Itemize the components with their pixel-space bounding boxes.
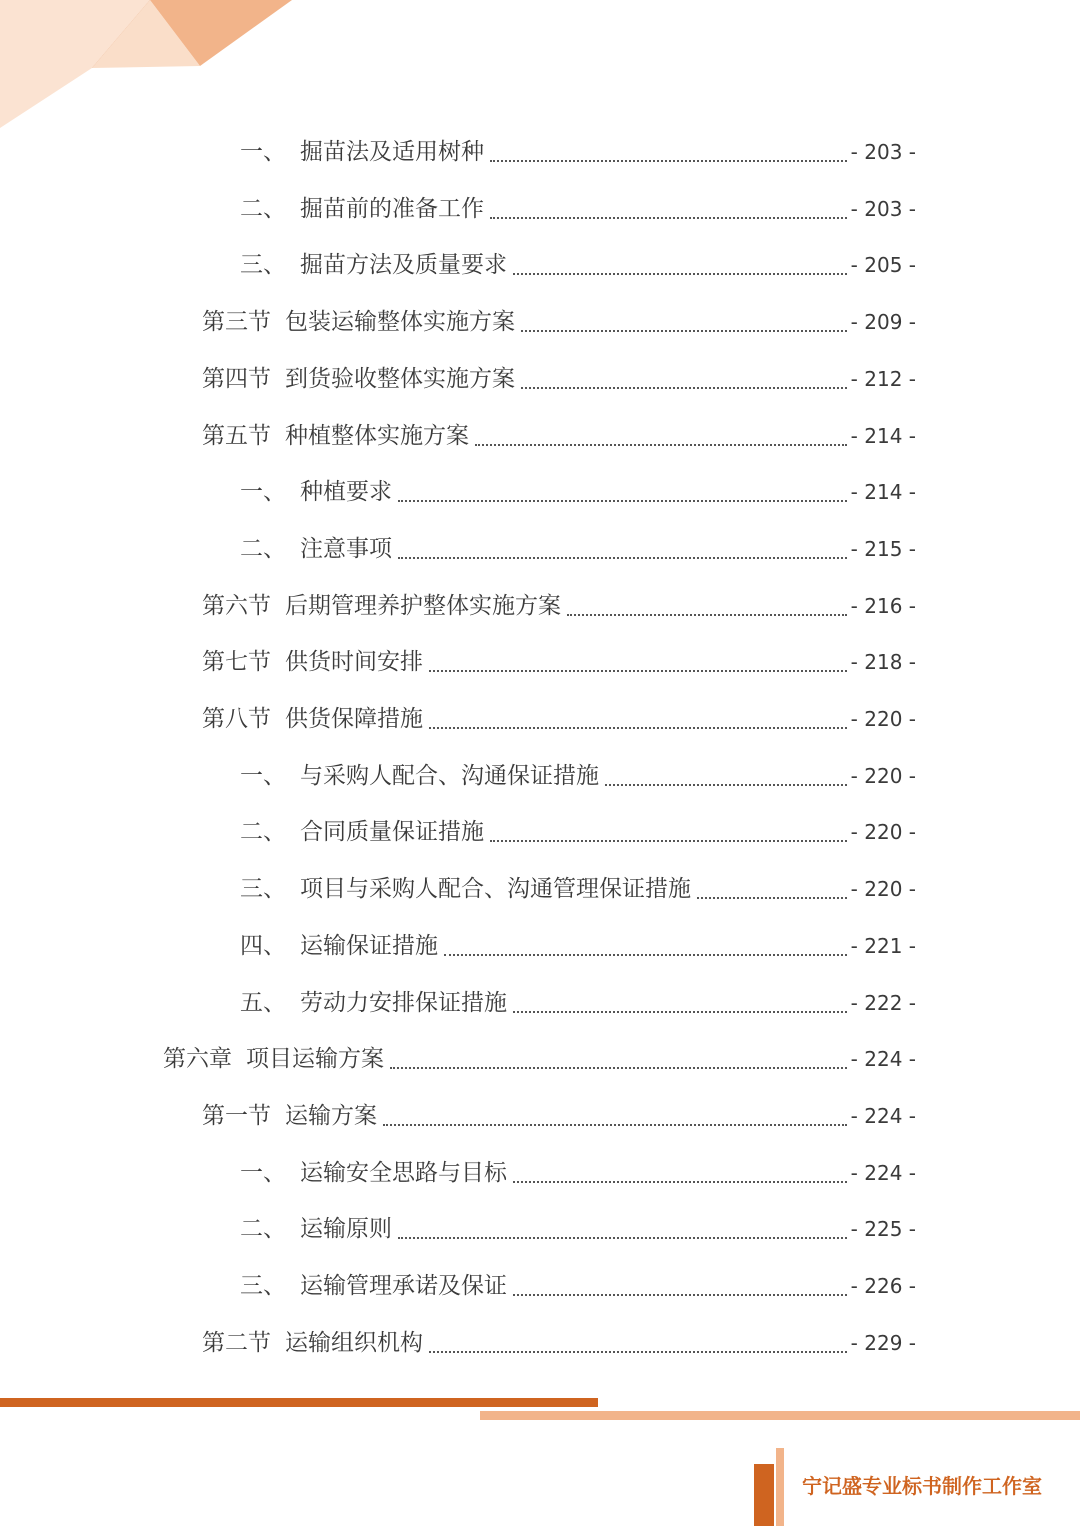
toc-entry[interactable]	[240, 1266, 916, 1306]
toc-entry-number: 第八节	[202, 706, 271, 732]
toc-entry-number: 三、	[240, 1273, 286, 1299]
toc-entry-number: 二、	[240, 819, 286, 846]
toc-dot-leader	[398, 1237, 847, 1239]
toc-entry-number: 三、	[240, 876, 286, 903]
toc-entry[interactable]	[240, 983, 916, 1023]
toc-entry-number: 三、	[240, 252, 286, 279]
toc-dot-leader	[398, 557, 847, 559]
toc-entry-page: - 221 -	[850, 933, 916, 958]
toc-entry-page: - 203 -	[850, 140, 916, 164]
toc-dot-leader	[429, 1351, 847, 1353]
toc-entry-title: 项目运输方案	[246, 1046, 384, 1073]
divider-bar-light	[480, 1411, 1080, 1420]
toc-dot-leader	[390, 1067, 847, 1069]
toc-entry-page: - 220 -	[850, 707, 916, 731]
toc-entry-page: - 222 -	[850, 990, 916, 1015]
toc-dot-leader	[475, 444, 847, 446]
toc-entry[interactable]	[240, 1209, 916, 1249]
toc-entry-page: - 203 -	[850, 196, 916, 221]
toc-entry-page: - 229 -	[850, 1330, 916, 1355]
toc-entry-title: 到货验收整体实施方案	[285, 365, 515, 392]
toc-entry[interactable]	[240, 189, 916, 229]
toc-dot-leader	[697, 897, 847, 899]
toc-dot-leader	[513, 273, 847, 275]
toc-entry-title: 项目与采购人配合、沟通管理保证措施	[300, 876, 691, 903]
toc-entry-page: - 220 -	[850, 820, 916, 845]
toc-entry[interactable]	[202, 1096, 916, 1136]
toc-entry-page: - 224 -	[850, 1160, 916, 1185]
toc-entry-title: 掘苗前的准备工作	[300, 195, 484, 222]
toc-dot-leader	[513, 1011, 847, 1013]
toc-entry-page: - 218 -	[850, 650, 916, 675]
toc-entry-page: - 205 -	[850, 253, 916, 278]
toc-entry-number: 一、	[240, 1159, 286, 1186]
toc-entry-title: 运输安全思路与目标	[300, 1159, 507, 1186]
toc-entry-title: 包装运输整体实施方案	[285, 309, 515, 336]
divider-bar-dark	[0, 1398, 598, 1407]
toc-dot-leader	[429, 727, 847, 729]
toc-entry-number: 二、	[240, 1216, 286, 1243]
toc-entry[interactable]	[240, 756, 916, 796]
toc-entry-number: 第一节	[202, 1102, 271, 1129]
toc-entry[interactable]	[202, 699, 916, 739]
toc-entry-number: 第六节	[202, 592, 271, 619]
toc-entry-number: 第三节	[202, 309, 271, 336]
toc-entry-title: 掘苗法及适用树种	[300, 139, 484, 165]
toc-dot-leader	[383, 1124, 847, 1126]
toc-entry-title: 运输组织机构	[285, 1329, 423, 1356]
toc-entry-title: 掘苗方法及质量要求	[300, 252, 507, 279]
toc-dot-leader	[521, 387, 847, 389]
toc-entry[interactable]	[240, 472, 916, 512]
toc-entry-number: 五、	[240, 989, 286, 1016]
toc-entry-title: 供货时间安排	[285, 649, 423, 676]
toc-entry-title: 种植要求	[300, 479, 392, 506]
toc-entry[interactable]	[202, 642, 916, 682]
toc-entry-page: - 225 -	[850, 1217, 916, 1242]
toc-entry-number: 第七节	[202, 649, 271, 676]
toc-entry[interactable]	[240, 869, 916, 909]
footer-brand: 宁记盛专业标书制作工作室	[802, 1474, 1042, 1498]
toc-dot-leader	[513, 1294, 847, 1296]
toc-entry-page: - 220 -	[850, 877, 916, 902]
toc-dot-leader	[490, 217, 847, 219]
toc-dot-leader	[605, 784, 847, 786]
toc-dot-leader	[513, 1181, 847, 1183]
toc-entry[interactable]	[240, 812, 916, 852]
toc-entry-number: 二、	[240, 195, 286, 222]
toc-entry-number: 一、	[240, 479, 286, 506]
toc-entry-number: 二、	[240, 535, 286, 562]
toc-entry[interactable]	[240, 529, 916, 569]
toc-entry-page: - 216 -	[850, 593, 916, 618]
toc-dot-leader	[521, 330, 847, 332]
toc-entry-title: 运输方案	[285, 1102, 377, 1129]
toc-entry[interactable]	[202, 302, 916, 342]
toc-entry[interactable]	[240, 245, 916, 285]
toc-entry-page: - 224 -	[850, 1047, 916, 1072]
toc-entry-page: - 214 -	[850, 480, 916, 505]
toc-entry[interactable]	[240, 926, 916, 966]
toc-entry-page: - 212 -	[850, 366, 916, 391]
toc-entry-title: 种植整体实施方案	[285, 422, 469, 449]
toc-entry[interactable]	[202, 416, 916, 456]
toc-entry-title: 运输保证措施	[300, 932, 438, 959]
toc-entry-title: 运输管理承诺及保证	[300, 1273, 507, 1299]
toc-entry[interactable]	[202, 586, 916, 626]
toc-entry-number: 第五节	[202, 422, 271, 449]
toc-entry-page: - 224 -	[850, 1103, 916, 1128]
toc-entry[interactable]	[202, 1323, 916, 1363]
toc-entry-number: 一、	[240, 762, 286, 789]
toc-dot-leader	[490, 840, 847, 842]
toc-entry-page: - 214 -	[850, 423, 916, 448]
toc-entry-title: 注意事项	[300, 535, 392, 562]
toc-entry[interactable]	[163, 1039, 916, 1079]
toc-entry[interactable]	[240, 132, 916, 172]
toc-dot-leader	[444, 954, 847, 956]
toc-entry-number: 第六章	[163, 1046, 232, 1073]
toc-entry-title: 与采购人配合、沟通保证措施	[300, 762, 599, 789]
toc-dot-leader	[398, 500, 847, 502]
toc-entry-number: 一、	[240, 139, 286, 165]
toc-entry-title: 劳动力安排保证措施	[300, 989, 507, 1016]
toc-entry-title: 供货保障措施	[285, 706, 423, 732]
toc-entry-number: 第二节	[202, 1329, 271, 1356]
toc-entry-title: 运输原则	[300, 1216, 392, 1243]
toc-dot-leader	[567, 614, 847, 616]
toc-entry-title: 合同质量保证措施	[300, 819, 484, 846]
toc-dot-leader	[429, 670, 847, 672]
toc-entry[interactable]	[202, 359, 916, 399]
toc-entry-page: - 209 -	[850, 310, 916, 335]
toc-entry[interactable]	[240, 1153, 916, 1193]
toc-entry-number: 四、	[240, 932, 286, 959]
corner-decoration	[0, 0, 300, 140]
toc-entry-page: - 220 -	[850, 763, 916, 788]
toc-entry-page: - 215 -	[850, 536, 916, 561]
toc-entry-number: 第四节	[202, 365, 271, 392]
toc-entry-page: - 226 -	[850, 1274, 916, 1298]
footer-accent-dark	[754, 1464, 774, 1526]
toc-dot-leader	[490, 160, 847, 162]
toc-entry-title: 后期管理养护整体实施方案	[285, 592, 561, 619]
footer-accent-light	[776, 1448, 784, 1526]
